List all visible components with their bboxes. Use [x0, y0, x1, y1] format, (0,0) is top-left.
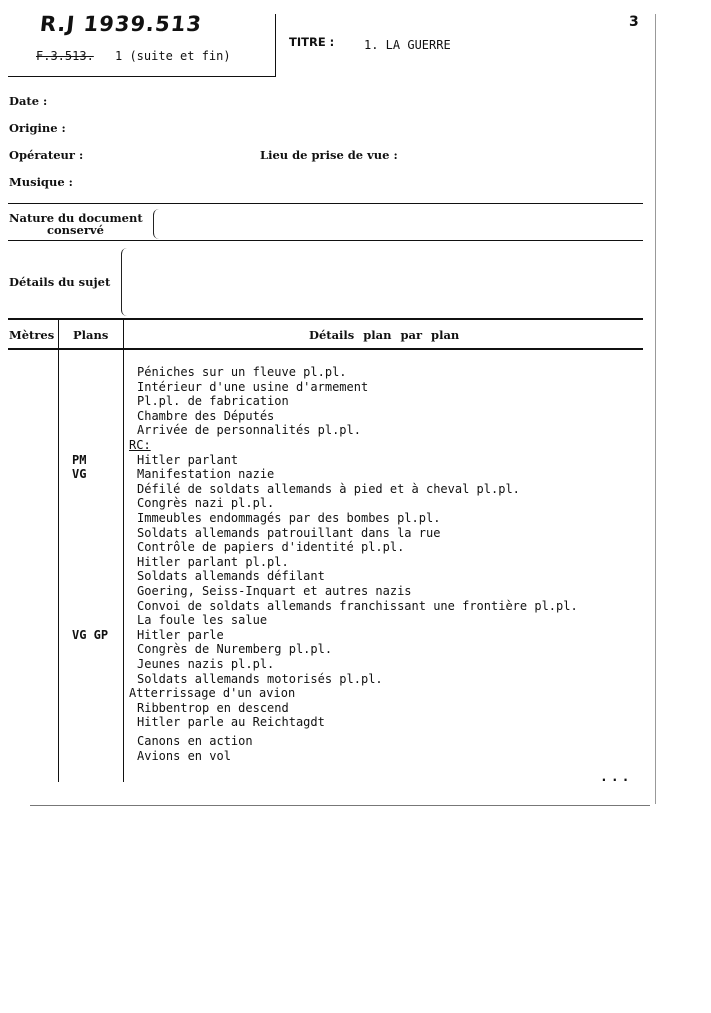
- col-plans: Plans: [73, 328, 109, 342]
- details-sujet-label: Détails du sujet: [9, 275, 111, 289]
- detail-row: Jeunes nazis pl.pl.: [137, 657, 275, 671]
- page-number: 3: [629, 14, 639, 30]
- detail-row: Hitler parlant pl.pl.: [137, 554, 289, 569]
- plan-cell: VG GP: [72, 627, 109, 642]
- date-label: Date :: [9, 94, 48, 108]
- detail-row: Convoi de soldats allemands franchissant une frontière pl.pl.: [137, 598, 578, 613]
- detail-row: Soldats allemands patrouillant dans la rue: [137, 525, 441, 540]
- detail-row: Atterrissage d'un avion: [129, 686, 296, 701]
- detail-row: Hitler parle: [137, 627, 224, 642]
- detail-row: Ribbentrop en descend: [137, 700, 289, 715]
- page-right-edge: [655, 14, 656, 804]
- page-bottom-edge: [30, 805, 650, 806]
- titre-label: TITRE :: [289, 35, 335, 49]
- musique-label: Musique :: [9, 175, 73, 189]
- detail-row: Arrivée de personnalités pl.pl.: [137, 423, 361, 438]
- detail-row: RC:: [129, 438, 151, 452]
- plan-cell: PM: [72, 452, 87, 467]
- detail-row: Défilé de soldats allemands à pied et à cheval pl.pl.: [137, 481, 520, 496]
- handwritten-reference: R.J 1939.513: [38, 12, 204, 36]
- table-header-rule: [8, 348, 643, 350]
- nature-label-line2: conservé: [47, 223, 104, 237]
- table-top-rule: [8, 318, 643, 320]
- struck-reference: F.3.513.: [36, 49, 94, 63]
- col-divider-1: [58, 320, 59, 782]
- detail-row: Chambre des Députés: [137, 408, 275, 423]
- details-bracket: [121, 248, 130, 316]
- rule-1: [8, 203, 643, 204]
- detail-row: Hitler parlant: [137, 452, 239, 467]
- header-box-bottom: [8, 76, 276, 77]
- col-details: Détails plan par plan: [309, 328, 460, 342]
- detail-row: Intérieur d'une usine d'armement: [137, 379, 369, 394]
- continuation-dots: ...: [600, 770, 633, 785]
- nature-label-line1: Nature du document: [9, 211, 143, 225]
- rule-2: [8, 240, 643, 241]
- detail-row: Soldats allemands motorisés pl.pl.: [137, 671, 383, 686]
- detail-row: Hitler parle au Reichtagdt: [137, 715, 325, 730]
- col-divider-2: [123, 320, 124, 782]
- detail-row: Contrôle de papiers d'identité pl.pl.: [137, 540, 405, 555]
- nature-bracket: [153, 209, 162, 239]
- titre-value: 1. LA GUERRE: [364, 38, 451, 52]
- detail-row: Immeubles endommagés par des bombes pl.pl.: [137, 511, 441, 525]
- detail-row: Goering, Seiss-Inquart et autres nazis: [137, 584, 412, 598]
- suite-text: 1 (suite et fin): [115, 49, 231, 63]
- operateur-label: Opérateur :: [9, 148, 84, 162]
- lieu-label: Lieu de prise de vue :: [260, 148, 398, 162]
- detail-row: Péniches sur un fleuve pl.pl.: [137, 365, 347, 379]
- detail-row: Avions en vol: [137, 748, 231, 763]
- detail-row: Soldats allemands défilant: [137, 569, 325, 584]
- origine-label: Origine :: [9, 121, 66, 135]
- col-metres: Mètres: [9, 328, 55, 342]
- detail-row: Canons en action: [137, 734, 253, 748]
- detail-row: La foule les salue: [137, 613, 268, 628]
- detail-row: Congrès nazi pl.pl.: [137, 496, 275, 511]
- detail-row: Congrès de Nuremberg pl.pl.: [137, 642, 333, 657]
- header-box-right: [275, 14, 276, 77]
- plan-cell: VG: [72, 467, 87, 482]
- detail-row: Pl.pl. de fabrication: [137, 394, 289, 409]
- detail-row: Manifestation nazie: [137, 467, 275, 482]
